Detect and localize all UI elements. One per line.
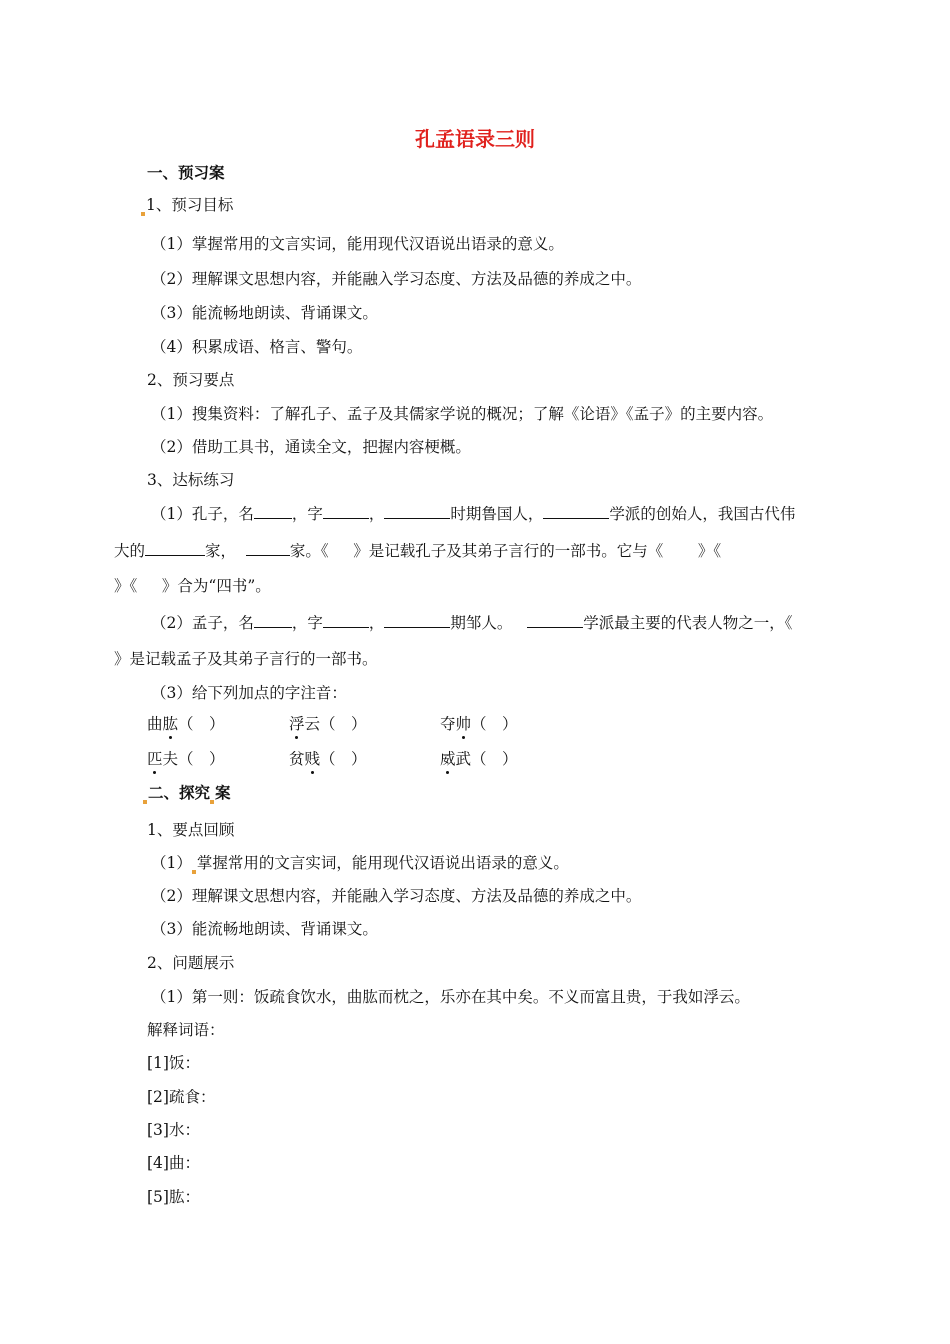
goal-item: （1）掌握常用的文言实词，能用现代汉语说出语录的意义。: [151, 235, 564, 253]
question-2-line-2: 》是记载孟子及其弟子言行的一部书。: [114, 650, 378, 668]
pinyin-item: 夺帅（ ）: [440, 715, 518, 733]
question-3-heading: （3）给下列加点的字注音：: [151, 684, 347, 702]
answer-blank[interactable]: [527, 613, 583, 628]
answer-blank[interactable]: [246, 541, 290, 556]
goal-item: （4）积累成语、格言、警句。: [151, 338, 363, 356]
review-heading: 1、要点回顾: [147, 821, 235, 839]
question-1-line-1: （1）孔子，名 ，字 ， 时期鲁国人， 学派的创始人，我国古代伟: [151, 505, 796, 523]
review-item: （3）能流畅地朗读、背诵课文。: [151, 920, 378, 938]
answer-blank[interactable]: [254, 613, 292, 628]
section-heading-preview: 一、预习案: [147, 164, 225, 182]
edit-mark-icon: [192, 870, 196, 874]
practice-heading: 3、达标练习: [147, 471, 235, 489]
term-item: [1]饭：: [147, 1054, 200, 1072]
answer-blank[interactable]: [384, 613, 450, 628]
section-heading-inquiry: 二、探究 案: [143, 782, 231, 804]
pinyin-item: 浮云（ ）: [289, 715, 367, 733]
question-1-line-2: 大的 家， 家。《 》是记载孔子及其弟子言行的一部书。它与《 》《: [114, 542, 722, 560]
goal-item: （3）能流畅地朗读、背诵课文。: [151, 304, 378, 322]
pinyin-item: 匹夫（ ）: [147, 750, 225, 768]
problem-heading: 2、问题展示: [147, 954, 235, 972]
points-heading: 2、预习要点: [147, 371, 235, 389]
review-item: （1） 掌握常用的文言实词，能用现代汉语说出语录的意义。: [151, 854, 569, 872]
explain-heading: 解释词语：: [147, 1021, 225, 1039]
pinyin-item: 曲肱（ ）: [147, 715, 225, 733]
question-1-line-3: 》《 》合为“四书”。: [114, 577, 271, 595]
question-2-line-1: （2）孟子，名 ，字 ， 期邹人。 学派最主要的代表人物之一，《: [151, 614, 793, 632]
pinyin-item: 贫贱（ ）: [289, 750, 367, 768]
pinyin-item: 威武（ ）: [440, 750, 518, 768]
problem-text: （1）第一则：饭疏食饮水，曲肱而枕之，乐亦在其中矣。不义而富且贵，于我如浮云。: [151, 988, 750, 1006]
point-item: （1）搜集资料：了解孔子、孟子及其儒家学说的概况；了解《论语》《孟子》的主要内容。: [151, 405, 774, 423]
answer-blank[interactable]: [323, 504, 369, 519]
term-item: [2]疏食：: [147, 1088, 216, 1106]
answer-blank[interactable]: [543, 504, 609, 519]
answer-blank[interactable]: [145, 541, 205, 556]
answer-blank[interactable]: [323, 613, 369, 628]
goals-heading: 1、预习目标: [141, 194, 233, 216]
answer-blank[interactable]: [384, 504, 450, 519]
goal-item: （2）理解课文思想内容，并能融入学习态度、方法及品德的养成之中。: [151, 270, 642, 288]
point-item: （2）借助工具书，通读全文，把握内容梗概。: [151, 438, 471, 456]
document-title: 孔孟语录三则: [415, 127, 535, 151]
term-item: [5]肱：: [147, 1188, 200, 1206]
edit-mark-icon: [210, 800, 214, 804]
review-item: （2）理解课文思想内容，并能融入学习态度、方法及品德的养成之中。: [151, 887, 642, 905]
edit-mark-icon: [143, 800, 147, 804]
edit-mark-icon: [141, 212, 145, 216]
answer-blank[interactable]: [254, 504, 292, 519]
term-item: [4]曲：: [147, 1154, 200, 1172]
term-item: [3]水：: [147, 1121, 200, 1139]
